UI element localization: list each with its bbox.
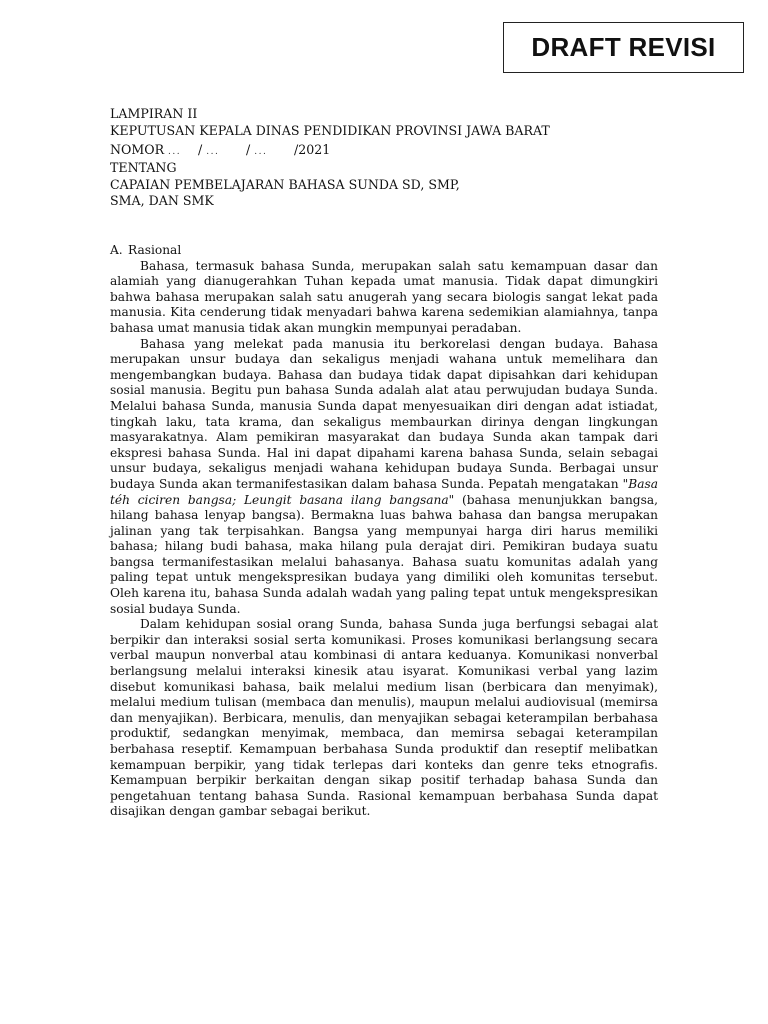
nomor-separator-2: / <box>246 142 251 157</box>
document-header <box>110 106 650 210</box>
keputusan-label: KEPUTUSAN KEPALA DINAS PENDIDIKAN PROVINSI JAWA BARAT <box>110 122 550 138</box>
nomor-year: /2021 <box>294 142 331 157</box>
paragraph-2-start: Bahasa yang melekat pada manusia itu berkorelasi dengan budaya. Bahasa merupakan unsur budaya dan sekaligus menjadi wahana untuk memelihara dan mengembangkan budaya. Bahasa dan budaya tidak dapat dipisahkan dari kehidupan sosial manusia. Begitu pun bahasa Sunda adalah alat atau perwujudan budaya Sunda. Melalui bahasa Sunda, manusia Sunda dapat menyesuaikan diri dengan adat istiadat, tingkah laku, tata krama, dan sekaligus membaurkan dirinya dengan lingkungan masyarakatnya. Alam pemikiran masyarakat dan budaya Sunda akan tampak dari ekspresi bahasa Sunda. Hal ini dapat dipahami karena bahasa Sunda, selain sebagai unsur budaya, sekaligus menjadi wahana kehidupan budaya Sunda. Berbagai unsur budaya Sunda akan termanifestasikan dalam bahasa Sunda. Pepatah mengatakan " <box>110 336 658 491</box>
nomor-line <box>110 139 650 160</box>
tentang-label: TENTANG <box>110 160 177 175</box>
paragraph-1: Bahasa, termasuk bahasa Sunda, merupakan salah satu kemampuan dasar dan alamiah yang dianugerahkan Tuhan kepada umat manusia. Tidak dapat dimungkiri bahwa bahasa merupakan salah satu anugerah yang secara biologis sangat lekat pada manusia. Kita cenderung tidak menyadari bahwa karena sedemikian alamiahnya, tanpa bahasa umat manusia tidak akan mungkin mempunyai peradaban. <box>110 258 658 335</box>
nomor-part-3 <box>246 139 294 163</box>
nomor-separator-1: / <box>198 142 203 157</box>
nomor-placeholder-1: ... <box>168 147 182 157</box>
nomor-placeholder-3: ... <box>254 147 268 157</box>
paragraph-3: Dalam kehidupan sosial orang Sunda, bahasa Sunda juga berfungsi sebagai alat berpikir dan interaksi sosial serta komunikasi. Proses komunikasi berlangsung secara verbal maupun nonverbal atau kombinasi di antara keduanya. Komunikasi nonverbal berlangsung melalui interaksi kinesik atau isyarat. Komunikasi verbal yang lazim disebut komunikasi bahasa, baik melalui medium lisan (berbicara dan menyimak), melalui medium tulisan (membaca dan menulis), maupun melalui audiovisual (memirsa dan menyajikan). Berbicara, menulis, dan menyajikan sebagai keterampilan berbahasa produktif, sedangkan menyimak, membaca, dan memirsa sebagai keterampilan berbahasa reseptif. Kemampuan berbahasa Sunda produktif dan reseptif melibatkan kemampuan berpikir, yang tidak terlepas dari konteks dan genre teks etnografis. Kemampuan berpikir berkaitan dengan sikap positif terhadap bahasa Sunda dan pengetahuan tentang bahasa Sunda. Rasional kemampuan berbahasa Sunda dapat disajikan dengan gambar sebagai berikut. <box>110 617 658 819</box>
nomor-label: NOMOR <box>110 142 165 157</box>
stamp-text: DRAFT REVISI <box>531 32 716 62</box>
document-body <box>110 243 658 820</box>
nomor-placeholder-2: ... <box>206 147 220 157</box>
section-title: Rasional <box>128 243 182 257</box>
paragraph-2 <box>110 337 658 618</box>
document-title-line-1: CAPAIAN PEMBELAJARAN BAHASA SUNDA SD, SMP, <box>110 176 460 192</box>
draft-revisi-stamp <box>503 22 744 73</box>
lampiran-label: LAMPIRAN II <box>110 106 198 121</box>
section-heading-rasional <box>110 243 658 259</box>
nomor-part-2 <box>198 139 246 163</box>
document-title-line-2: SMA, DAN SMK <box>110 193 214 208</box>
pepatah-quote: Basa téh ciciren bangsa; Leungit basana ilang bangsana <box>110 476 658 507</box>
section-letter: A. <box>110 243 123 257</box>
paragraph-2-end: " (bahasa menunjukkan bangsa, hilang bahasa lenyap bangsa). Bermakna luas bahwa bahasa dan bangsa merupakan jalinan yang tak terpisahkan. Bangsa yang mempunyai harga diri harus memiliki bahasa; hilang budi bahasa, maka hilang pula derajat diri. Pemikiran budaya suatu bangsa termanifestasikan melalui bahasanya. Bahasa suatu komunitas adalah yang paling tepat untuk mengekspresikan budaya yang dimiliki oleh komunitas tersebut. Oleh karena itu, bahasa Sunda adalah wadah yang paling tepat untuk mengekspresikan sosial budaya Sunda. <box>110 492 658 616</box>
